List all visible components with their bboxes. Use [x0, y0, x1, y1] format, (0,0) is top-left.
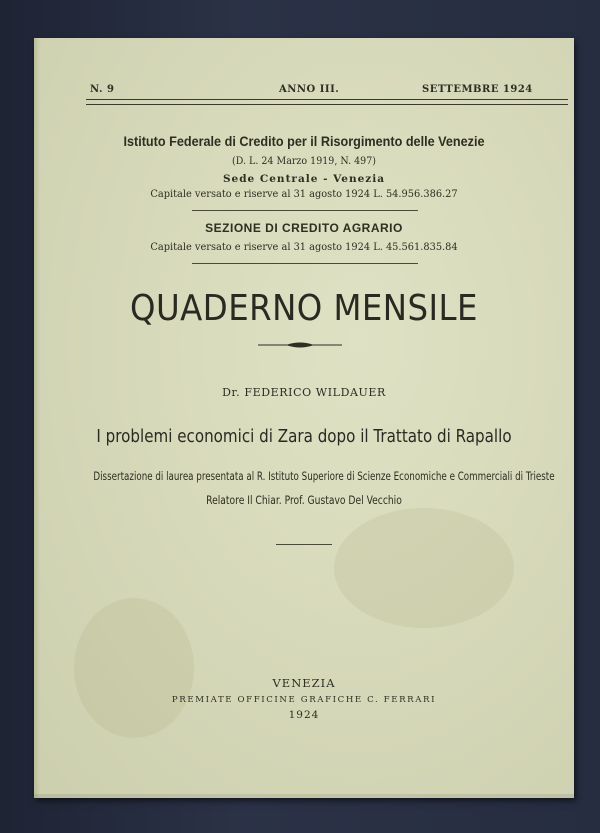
issue-month: SETTEMBRE 1924	[422, 84, 533, 95]
section-capital: Capitale versato e riserve al 31 agosto 1924 L. 45.561.835.84	[150, 242, 458, 253]
paper-stain	[334, 508, 514, 628]
issue-number: N. 9	[90, 84, 115, 95]
short-divider	[276, 544, 332, 545]
institute-name: Istituto Federale di Credito per il Risorgimento delle Venezie	[123, 134, 485, 149]
institute-capital: Capitale versato e riserve al 31 agosto 1924 L. 54.956.386.27	[150, 189, 458, 200]
imprint-year: 1924	[288, 709, 320, 721]
publication-title: QUADERNO MENSILE	[130, 288, 478, 329]
issue-year: ANNO III.	[279, 84, 340, 95]
section-divider	[192, 210, 418, 211]
article-title: I problemi economici di Zara dopo il Trattato di Rapallo	[96, 426, 512, 447]
institute-seat: Sede Centrale - Venezia	[222, 173, 386, 185]
header-double-rule	[86, 99, 568, 105]
imprint-city: VENEZIA	[272, 676, 336, 690]
ornament-divider	[258, 340, 342, 350]
article-supervisor: Relatore Il Chiar. Prof. Gustavo Del Vecchio	[206, 494, 402, 507]
imprint-printer: PREMIATE OFFICINE GRAFICHE C. FERRARI	[171, 695, 437, 705]
article-author: Dr. FEDERICO WILDAUER	[222, 386, 386, 399]
institute-decree: (D. L. 24 Marzo 1919, N. 497)	[232, 156, 376, 167]
section-name: SEZIONE DI CREDITO AGRARIO	[205, 221, 403, 235]
title-divider	[192, 263, 418, 264]
booklet-cover	[34, 38, 574, 798]
article-dissertation: Dissertazione di laurea presentata al R. Istituto Superiore di Scienze Economiche e Commerciali di Trieste	[93, 470, 555, 483]
